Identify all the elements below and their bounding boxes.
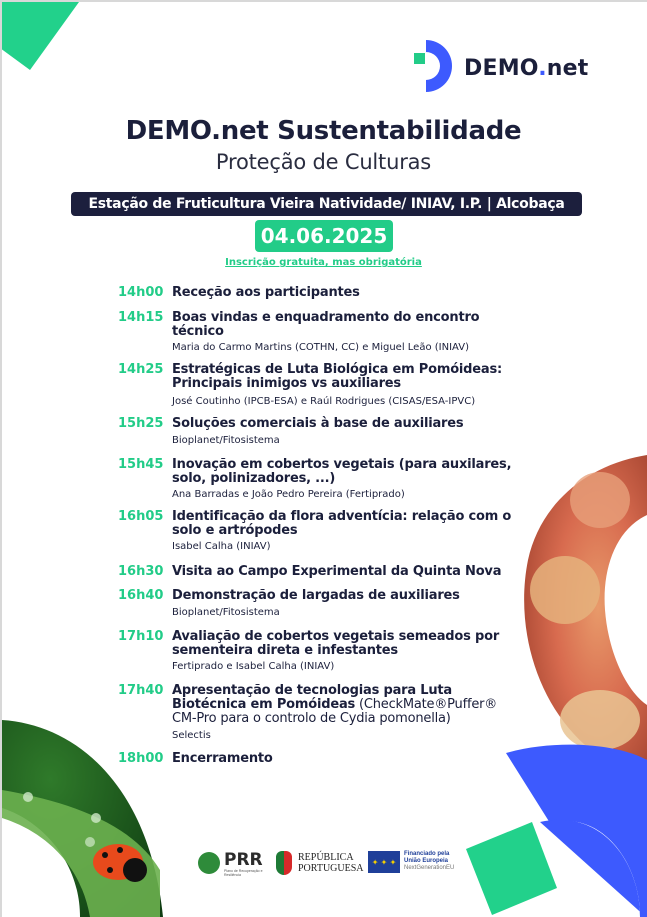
agenda-title: Identificação da flora adventícia: relação com o solo e artrópodes (172, 509, 512, 538)
agenda-item (118, 363, 518, 408)
eu-line1: Financiado pela (404, 851, 450, 857)
republica-portuguesa-logo (276, 848, 366, 878)
eu-flag-icon: ✦ ✦ ✦ (368, 851, 400, 873)
agenda-title: Inovação em cobertos vegetais (para auxilares, solo, polinizadores, ...) (172, 457, 512, 486)
logo-dot: . (538, 56, 547, 81)
venue-banner: Estação de Fruticultura Vieira Natividade/ INIAV, I.P. | Alcobaça (71, 192, 582, 216)
page-subtitle: Proteção de Culturas (215, 150, 432, 174)
agenda-title (172, 684, 518, 726)
republica-line2: PORTUGUESA (298, 863, 364, 874)
agenda-time: 16h40 (118, 588, 164, 603)
logo-wordmark (464, 56, 588, 81)
agenda-item (118, 630, 518, 673)
agenda-item (118, 510, 518, 553)
agenda-speaker: Ana Barradas e João Pedro Pereira (Fertiprado) (172, 489, 405, 500)
agenda-item (118, 684, 518, 742)
agenda-time: 16h05 (118, 509, 164, 524)
agenda-time: 14h15 (118, 310, 164, 325)
agenda-item (118, 752, 518, 766)
registration-link[interactable]: Inscrição gratuita, mas obrigatória (225, 257, 422, 268)
agenda-title: Soluções comerciais à base de auxiliares (172, 416, 464, 431)
agenda-item (118, 311, 518, 354)
republica-line1: REPÚBLICA (298, 852, 354, 863)
agenda-time: 16h30 (118, 564, 164, 579)
agenda-title-extra: (CheckMate®Puffer® CM-Pro para o controlo de Cydia pomonella) (172, 697, 498, 726)
logo-suffix: net (546, 56, 589, 81)
agenda-item (118, 565, 518, 579)
agenda-speaker: Isabel Calha (INIAV) (172, 541, 271, 552)
eu-line2: União Europeia (404, 858, 449, 864)
agenda-time: 15h45 (118, 457, 164, 472)
eu-funding-logo (368, 851, 498, 875)
agenda-time: 15h25 (118, 416, 164, 431)
agenda-item (118, 417, 518, 447)
agenda-speaker: Fertiprado e Isabel Calha (INIAV) (172, 661, 335, 672)
agenda-speaker: Bioplanet/Fitosistema (172, 607, 280, 618)
agenda-item (118, 286, 518, 300)
agenda-title: Estratégicas de Luta Biológica em Pomóideas: Principais inimigos vs auxiliares (172, 362, 503, 391)
agenda-time: 14h00 (118, 285, 164, 300)
agenda-time: 14h25 (118, 362, 164, 377)
demo-net-logo (412, 40, 592, 94)
agenda-speaker: José Coutinho (IPCB-ESA) e Raúl Rodrigues (CISAS/ESA-IPVC) (172, 396, 476, 407)
agenda-title: Encerramento (172, 751, 273, 766)
agenda-speaker: Maria do Carmo Martins (COTHN, CC) e Miguel Leão (INIAV) (172, 342, 469, 353)
agenda-speaker: Bioplanet/Fitosistema (172, 435, 280, 446)
agenda-speaker: Selectis (172, 730, 211, 741)
sponsor-logos (198, 848, 498, 878)
agenda-time: 18h00 (118, 751, 164, 766)
prr-subtitle: Plano de Recuperação e Resiliência (224, 869, 263, 877)
page-title: DEMO.net Sustentabilidade (125, 116, 522, 146)
agenda-title: Visita ao Campo Experimental da Quinta Nova (172, 564, 502, 579)
agenda-title-main: Apresentação de tecnologias para Luta Biotécnica em Pomóideas (172, 683, 452, 712)
agenda-time: 17h40 (118, 683, 164, 698)
eu-text (404, 851, 454, 872)
republica-text (298, 852, 364, 874)
agenda-time: 17h10 (118, 629, 164, 644)
agenda-list (118, 286, 518, 775)
prr-logo (198, 848, 268, 878)
prr-emblem-icon (198, 852, 220, 874)
portugal-emblem-icon (276, 851, 292, 875)
agenda-item (118, 589, 518, 619)
logo-brand: DEMO (464, 56, 539, 81)
prr-label: PRR (224, 850, 263, 870)
agenda-title: Boas vindas e enquadramento do encontro técnico (172, 310, 480, 339)
agenda-item (118, 458, 518, 501)
agenda-title: Demonstração de largadas de auxiliares (172, 588, 460, 603)
agenda-title: Avaliação de cobertos vegetais semeados por sementeira direta e infestantes (172, 629, 500, 658)
agenda-title: Receção aos participantes (172, 285, 360, 300)
eu-line3: NextGenerationEU (404, 865, 455, 871)
demo-logo-mark-icon (412, 40, 460, 94)
event-date-badge: 04.06.2025 (255, 220, 393, 252)
